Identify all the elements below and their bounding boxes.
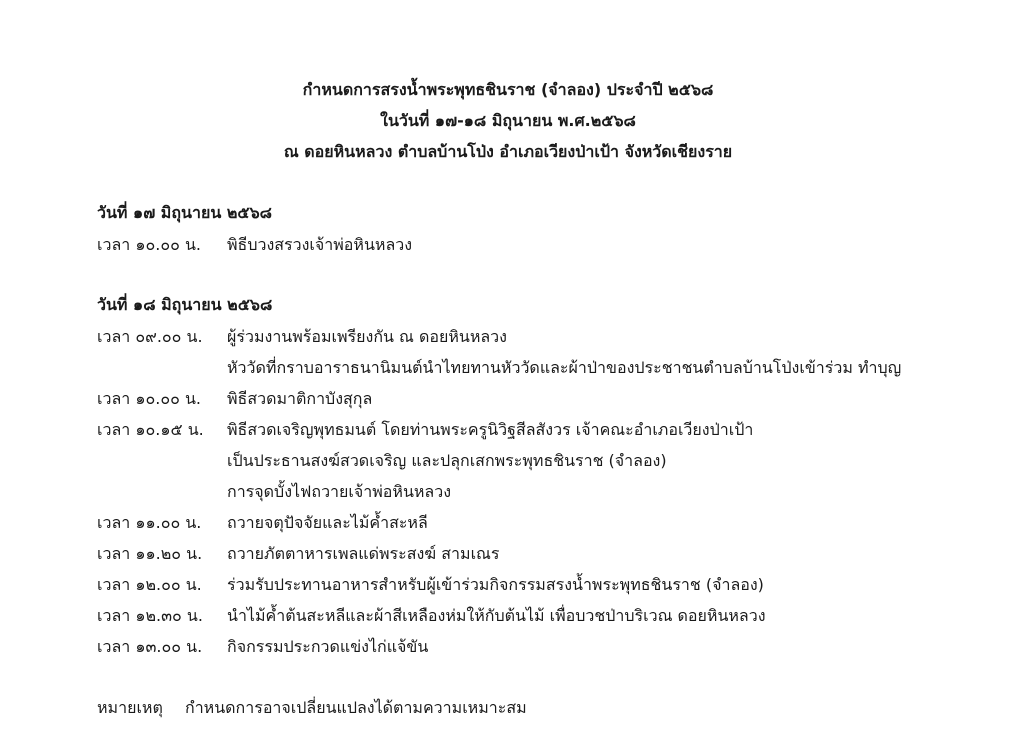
schedule-time: เวลา ๑๓.๐๐ น. [97,637,203,656]
schedule-time: เวลา ๑๑.๒๐ น. [97,544,203,563]
schedule-time: เวลา ๐๙.๐๐ น. [97,327,203,346]
schedule-time: เวลา ๑๑.๐๐ น. [97,513,202,532]
schedule-activity: เป็นประธานสงฆ์สวดเจริญ และปลุกเสกพระพุทธชินราช (จำลอง) [227,451,667,470]
schedule-activity: หัววัดที่กราบอาราธนานิมนต์นำไทยทานหัววัดและผ้าป่าของประชาชนตำบลบ้านโป่งเข้าร่วม ทำบุญ [227,358,902,377]
note [97,692,527,723]
schedule-activity: พิธีบวงสรวงเจ้าพ่อหินหลวง [227,235,413,254]
note-text: กำหนดการอาจเปลี่ยนแปลงได้ตามความเหมาะสม [185,698,527,717]
schedule-activity: พิธีสวดมาติกาบังสุกุล [227,389,373,408]
schedule-time: เวลา ๑๐.๑๕ น. [97,420,204,439]
day2-heading: วันที่ ๑๘ มิถุนายน ๒๕๖๘ [97,295,273,314]
schedule-activity: ถวายจตุปัจจัยและไม้ค้ำสะหลี [227,513,428,532]
schedule-activity: ร่วมรับประทานอาหารสำหรับผู้เข้าร่วมกิจกรรมสรงน้ำพระพุทธชินราช (จำลอง) [227,575,764,594]
schedule-activity: พิธีสวดเจริญพุทธมนต์ โดยท่านพระครูนิวิฐสีลสังวร เจ้าคณะอำเภอเวียงป่าเป้า [227,420,754,439]
schedule-activity: นำไม้ค้ำต้นสะหลีและผ้าสีเหลืองห่มให้กับต้นไม้ เพื่อบวชป่าบริเวณ ดอยหินหลวง [227,606,766,625]
schedule-activity: กิจกรรมประกวดแข่งไก่แจ้ขัน [227,637,429,656]
header-title: กำหนดการสรงน้ำพระพุทธชินราช (จำลอง) ประจำปี ๒๕๖๘ [302,80,714,99]
schedule-activity: ถวายภัตตาหารเพลแด่พระสงฆ์ สามเณร [227,544,500,563]
schedule-time: เวลา ๑๐.๐๐ น. [97,235,201,254]
note-label: หมายเหตุ [97,698,163,717]
schedule-time: เวลา ๑๐.๐๐ น. [97,389,201,408]
schedule-time: เวลา ๑๒.๐๐ น. [97,575,202,594]
header-location: ณ ดอยหินหลวง ตำบลบ้านโป่ง อำเภอเวียงป่าเป้า จังหวัดเชียงราย [283,142,733,161]
day1-heading: วันที่ ๑๗ มิถุนายน ๒๕๖๘ [97,203,272,222]
document-header [0,74,1016,167]
header-date: ในวันที่ ๑๗-๑๘ มิถุนายน พ.ศ.๒๕๖๘ [380,111,636,130]
schedule-activity: การจุดบั้งไฟถวายเจ้าพ่อหินหลวง [227,482,452,501]
schedule-time: เวลา ๑๒.๓๐ น. [97,606,203,625]
schedule-activity: ผู้ร่วมงานพร้อมเพรียงกัน ณ ดอยหินหลวง [227,327,507,346]
